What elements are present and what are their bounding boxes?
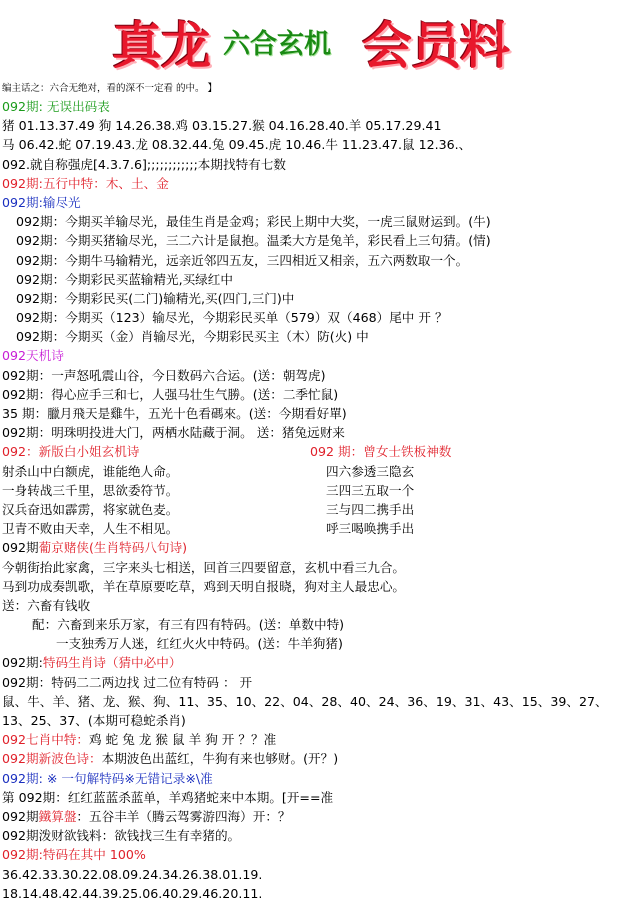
section-header — [0, 538, 634, 557]
text-line: 马 06.42.蛇 07.19.43.龙 08.32.44.兔 09.45.虎 10.46.牛 11.23.47.鼠 12.36.、 — [2, 137, 472, 153]
section-prefix: 092期新波色诗： — [2, 751, 102, 767]
text-line: 092期：今期彩民买蓝输精光,买绿红中 — [16, 271, 233, 287]
section-text: 鸡 蛇 兔 龙 猴 鼠 羊 狗 开 ？？准 — [89, 732, 277, 748]
text-line — [0, 730, 634, 749]
text-line: 第 092期：红红蓝蓝杀蓝单，羊鸡猪蛇来中本期。[开==准 — [2, 789, 334, 805]
text-line: 35 期：臘月飛天是雞牛，五光十色看碼來。(送：今期看好單) — [2, 406, 347, 421]
text-cell: 射杀山中白额虎，谁能绝人命。 — [2, 463, 179, 479]
text-cell: 三与四二携手出 — [326, 501, 415, 517]
two-column-header — [0, 442, 634, 461]
section-header: 092期:特码在其中 100% — [2, 847, 146, 863]
section-header: 092期: 无误出码表 — [2, 99, 110, 114]
text-line: 配：六畜到来乐万家，有三有四有特码。(送：单数中特) — [32, 617, 345, 633]
banner-title-right: 会员料 — [362, 16, 509, 75]
text-cell: 汉兵奋迅如霹雳，将家就色麦。 — [2, 501, 179, 517]
text-line: 092期：今期买（金）肖输尽光，今期彩民买主（木）防(火) 中 — [16, 329, 369, 345]
text-line: 092期：今期买猪输尽光，三二六计是鼠抱。温柔大方是兔羊，彩民看上三句猜。(情) — [16, 233, 491, 249]
section-text: ：五谷丰羊（腾云驾雾游四海）开：？ — [76, 808, 291, 824]
section-header — [0, 653, 634, 672]
text-cell: 卫青不败由天幸，人生不相见。 — [2, 521, 179, 537]
text-line: 092期：明珠明投进大门，两栖水陆藏于洞。 送：猪兔远财来 — [2, 425, 345, 441]
header-banner — [0, 0, 634, 76]
text-line: 092期：一声怒吼震山谷，今日数码六合运。(送：朝驾虎) — [2, 367, 326, 383]
section-title: 特码生肖诗（猜中必中） — [42, 655, 182, 671]
text-line: 092期：今期牛马输精光，远亲近邻四五友，三四相近又相亲，五六两数取一个。 — [16, 252, 469, 268]
section-prefix: 092七肖中特： — [2, 732, 90, 748]
section-header: 092期:输尽光 — [2, 194, 81, 210]
two-column-row — [0, 500, 634, 519]
text-line: 今朝街抬此家禽，三字来头七相送，回首三四要留意，玄机中看三九合。 — [2, 559, 405, 575]
intro-note: 编主话之：六合无绝对，看的深不一定看 的中。 】 — [2, 83, 218, 94]
text-line: 092期泼财欲钱料：欲钱找三生有幸猪的。 — [2, 828, 241, 844]
section-text: 本期波色出蓝红，牛狗有来也够财。(开？) — [101, 751, 339, 767]
text-cell: 呼三喝唤携手出 — [326, 521, 415, 537]
text-line: 092期：特码二二两边找 过二位有特码 ： 开 — [2, 674, 253, 690]
section-header-right: 092 期：曾女士铁板神数 — [310, 444, 452, 460]
text-line: 36.42.33.30.22.08.09.24.34.26.38.01.19. — [2, 866, 263, 882]
section-prefix: 092期 — [2, 808, 39, 824]
document-body — [0, 80, 634, 903]
banner-title-left: 真龙 — [112, 16, 210, 75]
text-line: 猪 01.13.37.49 狗 14.26.38.鸡 03.15.27.猴 04.16.28.40.羊 05.17.29.41 — [2, 118, 442, 134]
section-prefix: 092期 — [2, 540, 39, 556]
text-line: 送：六畜有钱收 — [2, 597, 91, 613]
two-column-row — [0, 519, 634, 538]
text-cell: 四六参透三隐玄 — [326, 463, 415, 479]
text-line: 一支独秀万人迷，红红火火中特码。(送：牛羊狗猪) — [56, 636, 343, 652]
text-line: 092.就自称强虎[4.3.7.6];;;;;;;;;;;;本期找特有七数 — [2, 156, 286, 172]
text-line: 092期：今期买（123）输尽光，今期彩民买单（579）双（468）尾中 开 ？ — [16, 310, 448, 326]
section-header-left: 092：新版白小姐玄机诗 — [2, 444, 140, 460]
text-line — [0, 749, 634, 768]
section-prefix: 092期: — [2, 655, 43, 671]
text-line — [0, 807, 634, 826]
text-line: 092期：今期买羊输尽光，最佳生肖是金鸡；彩民上期中大奖，一虎三鼠财运到。(牛) — [16, 214, 491, 230]
text-cell: 一身转战三千里，思欲委符节。 — [2, 482, 179, 498]
text-line: 13、25、37、(本期可稳蛇杀肖) — [2, 713, 186, 728]
two-column-row — [0, 481, 634, 500]
section-title: 葡京赌侠(生肖特码八句诗) — [38, 540, 187, 556]
text-cell: 三四三五取一个 — [326, 482, 415, 498]
text-line: 鼠、牛、羊、猪、龙、猴、狗、11、35、10、22、04、28、40、24、36、19、31、43、15、39、27、 — [2, 693, 608, 709]
text-line: 马到功成奏凯歌，羊在草原要吃草，鸡到天明自报晓，狗对主人最忠心。 — [2, 578, 405, 594]
two-column-row — [0, 462, 634, 481]
section-header: 092期: ※ 一句解特码※无错记录※\准 — [2, 770, 213, 786]
banner-title-middle: 六合玄机 — [223, 29, 331, 60]
text-line: 18.14.48.42.44.39.25.06.40.29.46.20.11. — [2, 885, 263, 901]
text-line: 092期：得心应手三和七，人强马壮生气勝。(送：二季忙鼠) — [2, 386, 339, 402]
section-header: 092期:五行中特：木、土、金 — [2, 175, 169, 191]
section-title: 鐵算盤 — [38, 808, 77, 824]
section-header: 092天机诗 — [2, 348, 64, 364]
text-line: 092期：今期彩民买(二门)输精光,买(四门,三门)中 — [16, 290, 295, 306]
